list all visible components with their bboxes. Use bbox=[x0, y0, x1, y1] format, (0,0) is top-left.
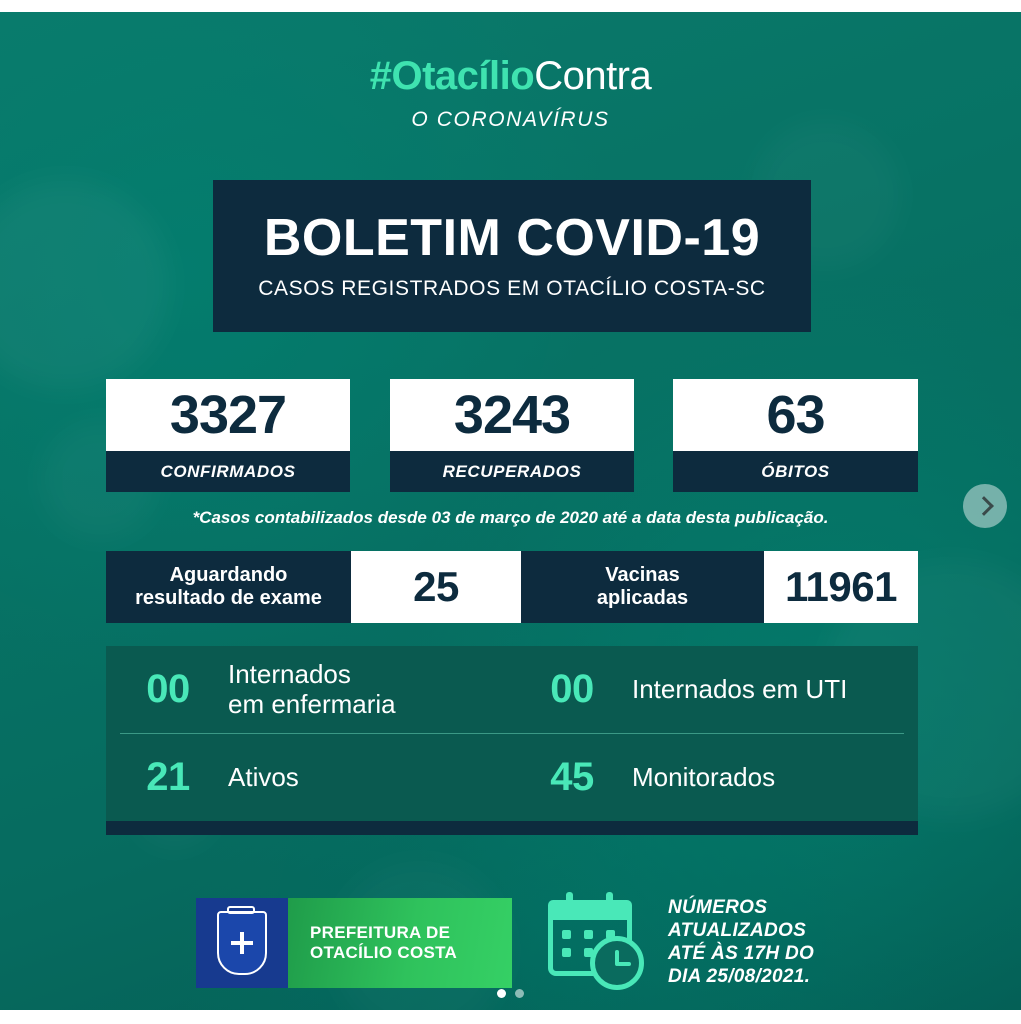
detail-label bbox=[228, 763, 299, 793]
carousel-dot-1[interactable] bbox=[497, 989, 506, 998]
hashtag-accent-text: #Otacílio bbox=[369, 54, 535, 98]
footnote-text: *Casos contabilizados desde 03 de março de 2020 até a data desta publicação. bbox=[192, 508, 829, 527]
vaccines-label-line1: Vacinas bbox=[605, 564, 680, 586]
campaign-hashtag bbox=[0, 56, 1021, 96]
stat-value: 3243 bbox=[453, 385, 571, 445]
stat-value: 3327 bbox=[169, 385, 287, 445]
detail-value: 45 bbox=[550, 755, 594, 799]
stat-label: ÓBITOS bbox=[761, 461, 830, 481]
waiting-exam-label-line1: Aguardando bbox=[169, 564, 288, 586]
update-line1: NÚMEROS bbox=[668, 896, 768, 918]
chevron-right-icon bbox=[974, 496, 994, 516]
vaccines-value: 11961 bbox=[764, 551, 918, 623]
carousel-dot-2[interactable] bbox=[515, 989, 524, 998]
primary-stats-row bbox=[106, 379, 918, 492]
prefecture-name bbox=[288, 898, 512, 988]
page-subtitle: CASOS REGISTRADOS EM OTACÍLIO COSTA-SC bbox=[258, 277, 766, 301]
prefecture-line1: PREFEITURA DE bbox=[310, 922, 451, 942]
detail-row-hospitalized bbox=[120, 646, 904, 734]
stat-label-box bbox=[106, 451, 350, 492]
top-white-bar bbox=[0, 0, 1021, 12]
carousel-dots[interactable] bbox=[0, 989, 1021, 998]
shield-icon bbox=[217, 911, 267, 975]
stat-value-box bbox=[106, 379, 350, 451]
cross-icon bbox=[231, 932, 253, 954]
detail-label-line1: Internados em UTI bbox=[632, 673, 848, 704]
stat-value-box bbox=[673, 379, 918, 451]
page-title: BOLETIM COVID-19 bbox=[263, 208, 761, 267]
title-box bbox=[213, 180, 811, 332]
stat-card-deaths bbox=[673, 379, 918, 492]
update-line2: ATUALIZADOS bbox=[668, 919, 807, 941]
waiting-exam-label bbox=[106, 551, 351, 623]
prefecture-line2: OTACÍLIO COSTA bbox=[310, 943, 458, 962]
detail-label-line1: Internados bbox=[228, 658, 351, 689]
clock-icon bbox=[590, 936, 644, 990]
carousel-next-button[interactable] bbox=[963, 484, 1007, 528]
detail-value: 00 bbox=[146, 667, 190, 711]
detail-label-line2: em enfermaria bbox=[228, 688, 396, 719]
calendar-dot bbox=[584, 930, 593, 939]
update-text bbox=[668, 896, 814, 989]
stat-card-confirmed bbox=[106, 379, 350, 492]
detail-value: 21 bbox=[146, 755, 190, 799]
waiting-exam-label-line2: resultado de exame bbox=[135, 587, 322, 609]
waiting-exam-value: 25 bbox=[351, 551, 521, 623]
vaccines-label-line2: aplicadas bbox=[596, 587, 689, 609]
stat-label-box bbox=[390, 451, 634, 492]
vaccines-label bbox=[521, 551, 764, 623]
calendar-dot bbox=[562, 948, 571, 957]
calendar-clock-icon bbox=[548, 892, 652, 992]
detail-cell-ward bbox=[120, 660, 524, 720]
detail-row-active-monitored bbox=[120, 734, 904, 821]
update-line3: ATÉ ÀS 17H DO bbox=[668, 943, 815, 964]
detail-cell-monitored bbox=[524, 755, 904, 800]
stat-label-box bbox=[673, 451, 918, 492]
update-info bbox=[548, 890, 908, 994]
detail-label-line1: Ativos bbox=[228, 761, 299, 792]
stat-value-box bbox=[390, 379, 634, 451]
calendar-dot bbox=[562, 930, 571, 939]
stat-label: RECUPERADOS bbox=[442, 461, 582, 481]
stat-label: CONFIRMADOS bbox=[160, 461, 296, 481]
secondary-stats-strip bbox=[106, 551, 918, 623]
detail-label bbox=[228, 660, 396, 720]
prefecture-name-text bbox=[310, 923, 457, 964]
campaign-subtitle: O CORONAVÍRUS bbox=[411, 108, 610, 131]
stat-value: 63 bbox=[766, 385, 825, 445]
coat-of-arms-icon bbox=[196, 898, 288, 988]
detail-label bbox=[632, 675, 847, 705]
detail-value: 00 bbox=[550, 667, 594, 711]
prefecture-logo bbox=[196, 898, 512, 988]
stat-card-recovered bbox=[390, 379, 634, 492]
hashtag-plain-text: Contra bbox=[534, 54, 652, 98]
detail-cell-active bbox=[120, 755, 524, 800]
detail-label bbox=[632, 763, 775, 793]
detail-label-line1: Monitorados bbox=[632, 761, 776, 792]
detail-cell-icu bbox=[524, 667, 904, 712]
update-line4: DIA 25/08/2021. bbox=[668, 966, 811, 988]
calendar-header bbox=[548, 900, 632, 920]
bottom-white-bar bbox=[0, 1010, 1021, 1024]
detail-panel bbox=[106, 646, 918, 821]
